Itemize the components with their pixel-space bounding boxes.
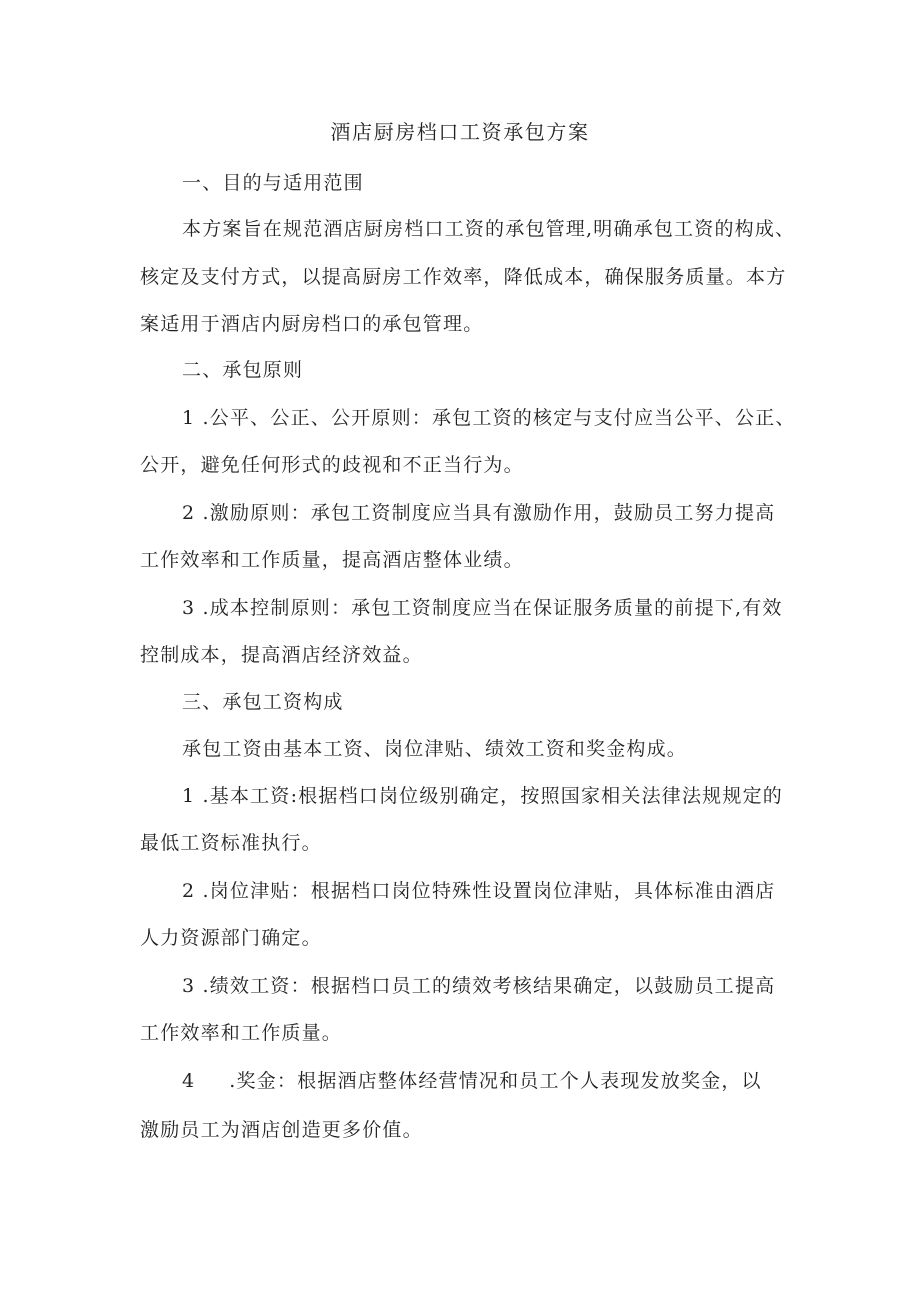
component-4-line-2: 激励员工为酒店创造更多价值。 bbox=[140, 1119, 423, 1141]
principle-1-number: 1 bbox=[182, 407, 196, 429]
principle-3-line-1 bbox=[182, 596, 783, 620]
component-3-text: .绩效工资：根据档口员工的绩效考核结果确定，以鼓励员工提高 bbox=[195, 975, 776, 997]
section-3-intro: 承包工资由基本工资、岗位津贴、绩效工资和奖金构成。 bbox=[182, 738, 688, 760]
principle-2-line-1 bbox=[182, 501, 775, 525]
section-1-heading: 一、目的与适用范围 bbox=[182, 172, 364, 194]
component-4-number: 4 bbox=[182, 1070, 196, 1092]
principle-1-line-1 bbox=[182, 406, 796, 430]
component-4-line-1 bbox=[182, 1069, 762, 1093]
section-1-para-line-1: 本方案旨在规范酒店厨房档口工资的承包管理,明确承包工资的构成、 bbox=[182, 218, 796, 240]
principle-2-number: 2 bbox=[182, 502, 196, 524]
component-3-line-1 bbox=[182, 974, 775, 998]
principle-2-text: .激励原则：承包工资制度应当具有激励作用，鼓励员工努力提高 bbox=[195, 502, 776, 524]
component-3-line-2: 工作效率和工作质量。 bbox=[140, 1022, 343, 1044]
section-3-heading: 三、承包工资构成 bbox=[182, 691, 344, 713]
component-2-text: .岗位津贴：根据档口岗位特殊性设置岗位津贴，具体标准由酒店 bbox=[195, 880, 776, 902]
principle-3-line-2: 控制成本，提高酒店经济效益。 bbox=[140, 644, 423, 666]
principle-3-number: 3 bbox=[182, 597, 196, 619]
component-4-text: .奖金：根据酒店整体经营情况和员工个人表现发放奖金，以 bbox=[229, 1070, 762, 1092]
section-2-heading: 二、承包原则 bbox=[182, 359, 304, 381]
component-1-line-1 bbox=[182, 784, 783, 808]
component-2-number: 2 bbox=[182, 880, 196, 902]
principle-2-line-2: 工作效率和工作质量，提高酒店整体业绩。 bbox=[140, 549, 524, 571]
component-1-text: .基本工资:根据档口岗位级别确定，按照国家相关法律法规规定的 bbox=[195, 785, 783, 807]
component-3-number: 3 bbox=[182, 975, 196, 997]
section-1-para-line-3: 案适用于酒店内厨房档口的承包管理。 bbox=[140, 313, 484, 335]
document-title: 酒店厨房档口工资承包方案 bbox=[330, 120, 590, 144]
component-1-line-2: 最低工资标准执行。 bbox=[140, 832, 322, 854]
principle-1-line-2: 公开，避免任何形式的歧视和不正当行为。 bbox=[140, 454, 524, 476]
component-1-number: 1 bbox=[182, 785, 196, 807]
section-1-para-line-2: 核定及支付方式，以提高厨房工作效率，降低成本，确保服务质量。本方 bbox=[140, 266, 787, 288]
principle-3-text: .成本控制原则：承包工资制度应当在保证服务质量的前提下,有效 bbox=[195, 597, 783, 619]
component-2-line-1 bbox=[182, 879, 775, 903]
principle-1-text: .公平、公正、公开原则：承包工资的核定与支付应当公平、公正、 bbox=[195, 407, 796, 429]
component-2-line-2: 人力资源部门确定。 bbox=[140, 927, 322, 949]
